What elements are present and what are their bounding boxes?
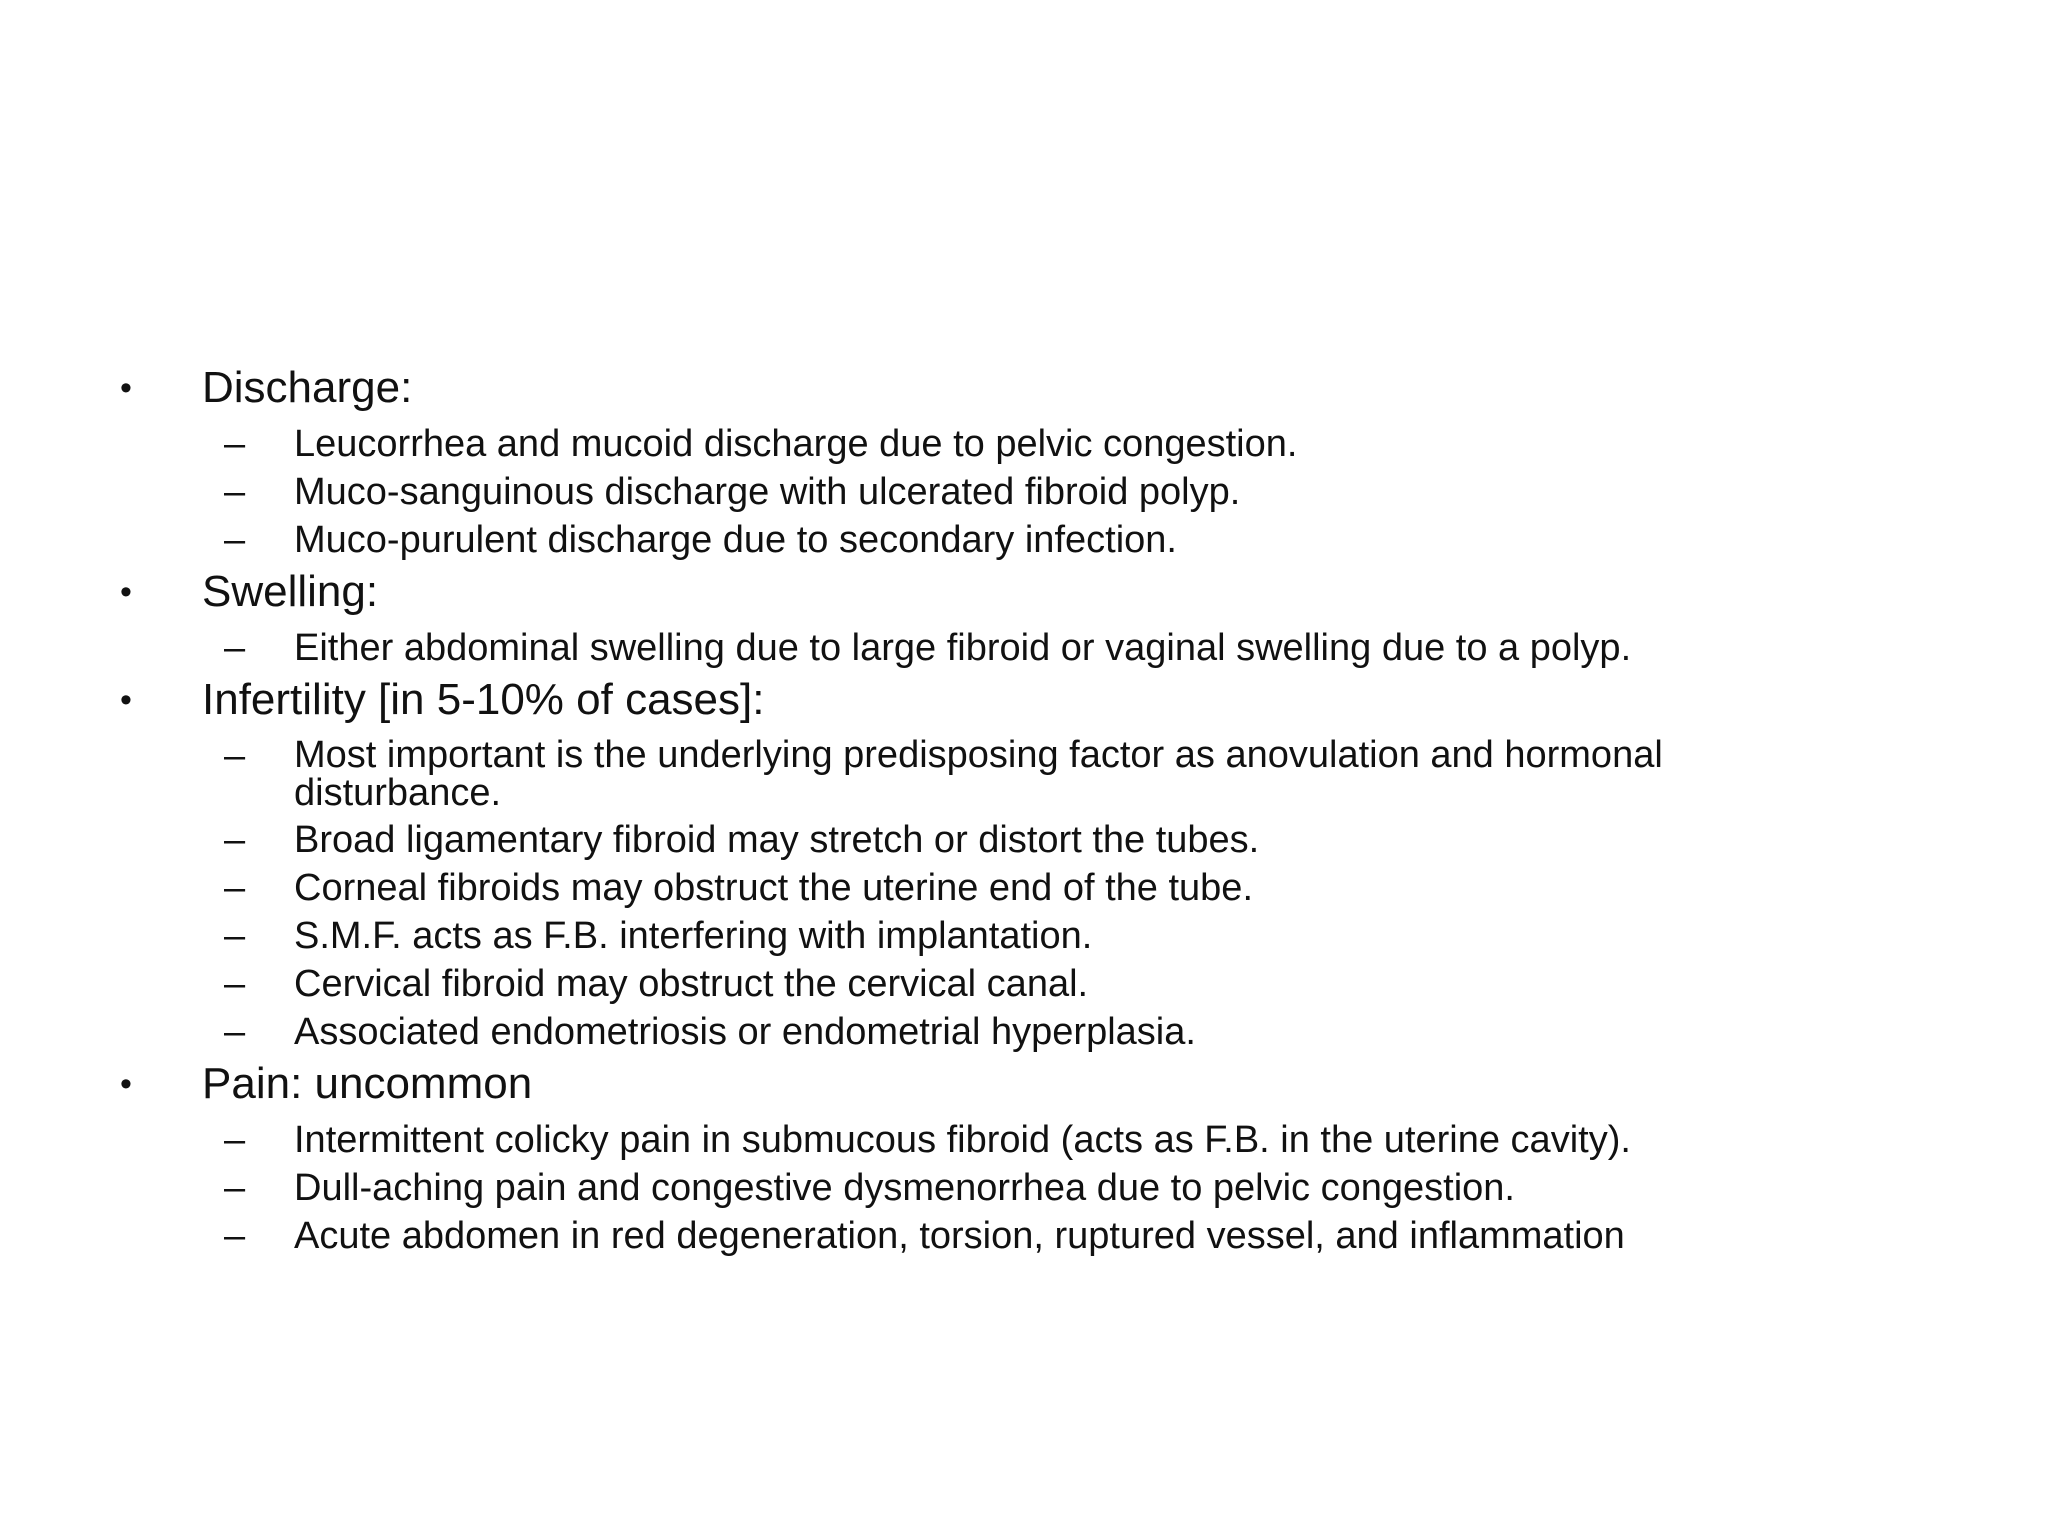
sub-item <box>120 1120 1970 1160</box>
bullet-marker: • <box>120 369 132 407</box>
sub-item-text: Muco-purulent discharge due to secondary infection. <box>294 519 1177 561</box>
sub-item <box>120 472 1970 512</box>
dash-marker: – <box>224 1119 246 1161</box>
sub-item <box>120 1216 1970 1256</box>
sub-item-text: Corneal fibroids may obstruct the uterine end of the tube. <box>294 867 1253 909</box>
sub-item <box>120 1012 1970 1052</box>
sub-item-text: Broad ligamentary fibroid may stretch or distort the tubes. <box>294 819 1260 861</box>
bullet-marker: • <box>120 681 132 719</box>
dash-marker: – <box>224 915 246 957</box>
bullet-marker: • <box>120 1065 132 1103</box>
dash-marker: – <box>224 735 246 777</box>
dash-marker: – <box>224 819 246 861</box>
sub-item-text: Dull-aching pain and congestive dysmenorrhea due to pelvic congestion. <box>294 1167 1515 1209</box>
sub-item <box>120 424 1970 464</box>
sub-item <box>120 820 1970 860</box>
sub-item <box>120 628 1970 668</box>
bullet-pain <box>120 1056 1970 1112</box>
sub-item <box>120 868 1970 908</box>
bullet-heading: Discharge: <box>202 363 413 412</box>
sub-item <box>120 1168 1970 1208</box>
bullet-heading: Infertility [in 5-10% of cases]: <box>202 675 765 724</box>
sub-item <box>120 964 1970 1004</box>
bullet-swelling <box>120 564 1970 620</box>
bullet-heading: Pain: uncommon <box>202 1059 533 1108</box>
dash-marker: – <box>224 423 246 465</box>
bullet-discharge <box>120 360 1970 416</box>
sub-item-text: Cervical fibroid may obstruct the cervical canal. <box>294 963 1089 1005</box>
bullet-infertility <box>120 672 1970 728</box>
bullet-marker: • <box>120 573 132 611</box>
dash-marker: – <box>224 519 246 561</box>
dash-marker: – <box>224 867 246 909</box>
bullet-heading: Swelling: <box>202 567 379 616</box>
dash-marker: – <box>224 963 246 1005</box>
sub-item-text: Associated endometriosis or endometrial hyperplasia. <box>294 1011 1196 1053</box>
dash-marker: – <box>224 471 246 513</box>
sub-item-text: Leucorrhea and mucoid discharge due to pelvic congestion. <box>294 423 1298 465</box>
dash-marker: – <box>224 627 246 669</box>
sub-item <box>120 736 1970 812</box>
sub-item <box>120 916 1970 956</box>
bullet-list <box>120 360 1970 1260</box>
sub-item-text: Most important is the underlying predisposing factor as anovulation and hormonal disturbance. <box>294 734 1663 814</box>
dash-marker: – <box>224 1215 246 1257</box>
sub-item-text: Muco-sanguinous discharge with ulcerated fibroid polyp. <box>294 471 1241 513</box>
dash-marker: – <box>224 1011 246 1053</box>
sub-item-text: Intermittent colicky pain in submucous fibroid (acts as F.B. in the uterine cavity). <box>294 1119 1631 1161</box>
sub-item-text: S.M.F. acts as F.B. interfering with implantation. <box>294 915 1093 957</box>
sub-item-text: Either abdominal swelling due to large fibroid or vaginal swelling due to a polyp. <box>294 627 1632 669</box>
sub-item <box>120 520 1970 560</box>
sub-item-text: Acute abdomen in red degeneration, torsion, ruptured vessel, and inflammation <box>294 1215 1625 1257</box>
dash-marker: – <box>224 1167 246 1209</box>
